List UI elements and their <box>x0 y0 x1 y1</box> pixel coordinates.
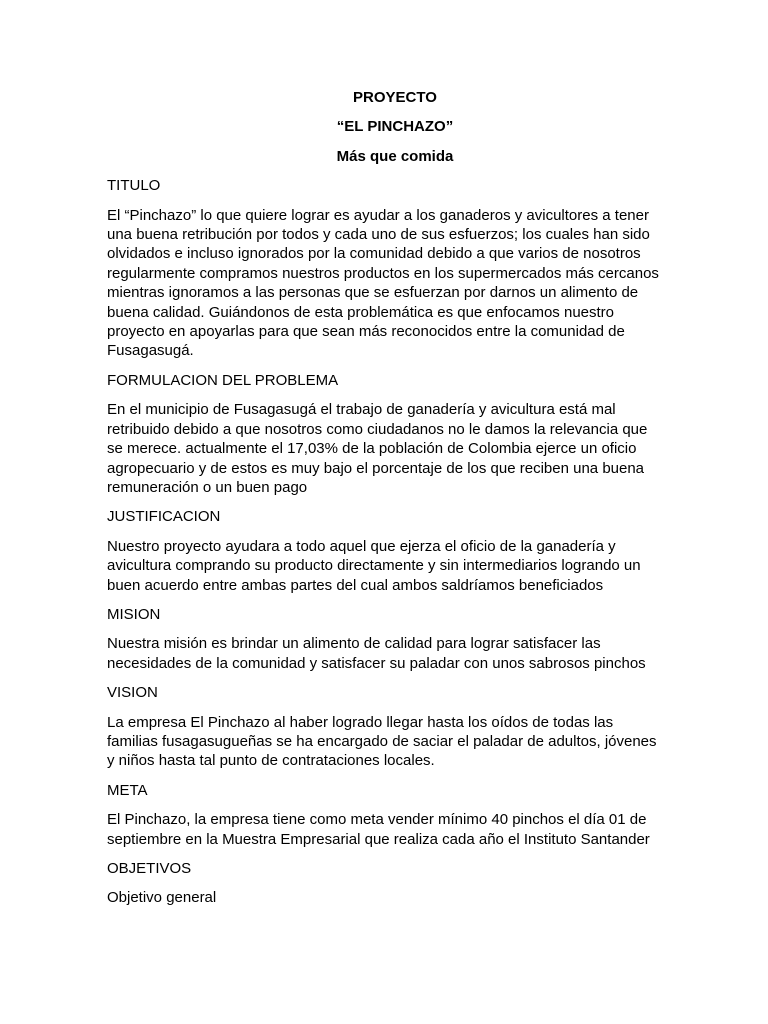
project-slogan: Más que comida <box>336 147 454 165</box>
document-title: PROYECTO <box>353 89 437 106</box>
paragraph-titulo: El “Pinchazo” lo que quiere lograr es ayudar a los ganaderos y avicultores a tener una buena retribución por todos y cada uno de sus esfuerzos; los cuales han sido olvidados e incluso ignorados por la comunidad debido a que varios de nosotros regularmente compramos nuestros productos en los supermercados más cercanos mientras ignoramos a las personas que se esfuerzan por darnos un alimento de buena calidad. Guiándonos de esta problemática es que enfocamos nuestro proyecto en apoyarlas para que sean más reconocidos entre la comunidad de Fusagasugá. <box>107 206 659 360</box>
heading-justificacion: JUSTIFICACION <box>107 508 221 526</box>
paragraph-justificacion: Nuestro proyecto ayudara a todo aquel que ejerza el oficio de la ganadería y avicultura comprando su producto directamente y sin intermediarios logrando un buen acuerdo entre ambas partes del cual ambos saldríamos beneficiados <box>107 537 641 594</box>
heading-titulo: TITULO <box>107 177 161 195</box>
document-page <box>107 88 667 918</box>
heading-meta: META <box>107 781 148 799</box>
heading-formulacion: FORMULACION DEL PROBLEMA <box>107 371 339 389</box>
paragraph-mision: Nuestra misión es brindar un alimento de calidad para lograr satisfacer las necesidades de la comunidad y satisfacer su paladar con unos sabrosos pinchos <box>107 635 646 672</box>
paragraph-objetivos: Objetivo general <box>107 889 217 907</box>
paragraph-meta: El Pinchazo, la empresa tiene como meta vender mínimo 40 pinchos el día 01 de septiembre en la Muestra Empresarial que realiza cada año el Instituto Santander <box>107 811 650 848</box>
project-name: “EL PINCHAZO” <box>336 118 454 136</box>
paragraph-vision: La empresa El Pinchazo al haber logrado llegar hasta los oídos de todas las familias fusagasugueñas se ha encargado de saciar el paladar de adultos, jóvenes y niños hasta tal punto de contrataciones locales. <box>107 713 657 770</box>
heading-mision: MISION <box>107 605 161 623</box>
heading-vision: VISION <box>107 684 158 702</box>
paragraph-formulacion: En el municipio de Fusagasugá el trabajo de ganadería y avicultura está mal retribuido debido a que nosotros como ciudadanos no le damos la relevancia que se merece. actualmente el 17,03% de la población de Colombia ejerce un oficio agropecuario y de estos es muy bajo el porcentaje de los que reciben una buena remuneración o un buen pago <box>107 401 648 496</box>
heading-objetivos: OBJETIVOS <box>107 860 192 877</box>
